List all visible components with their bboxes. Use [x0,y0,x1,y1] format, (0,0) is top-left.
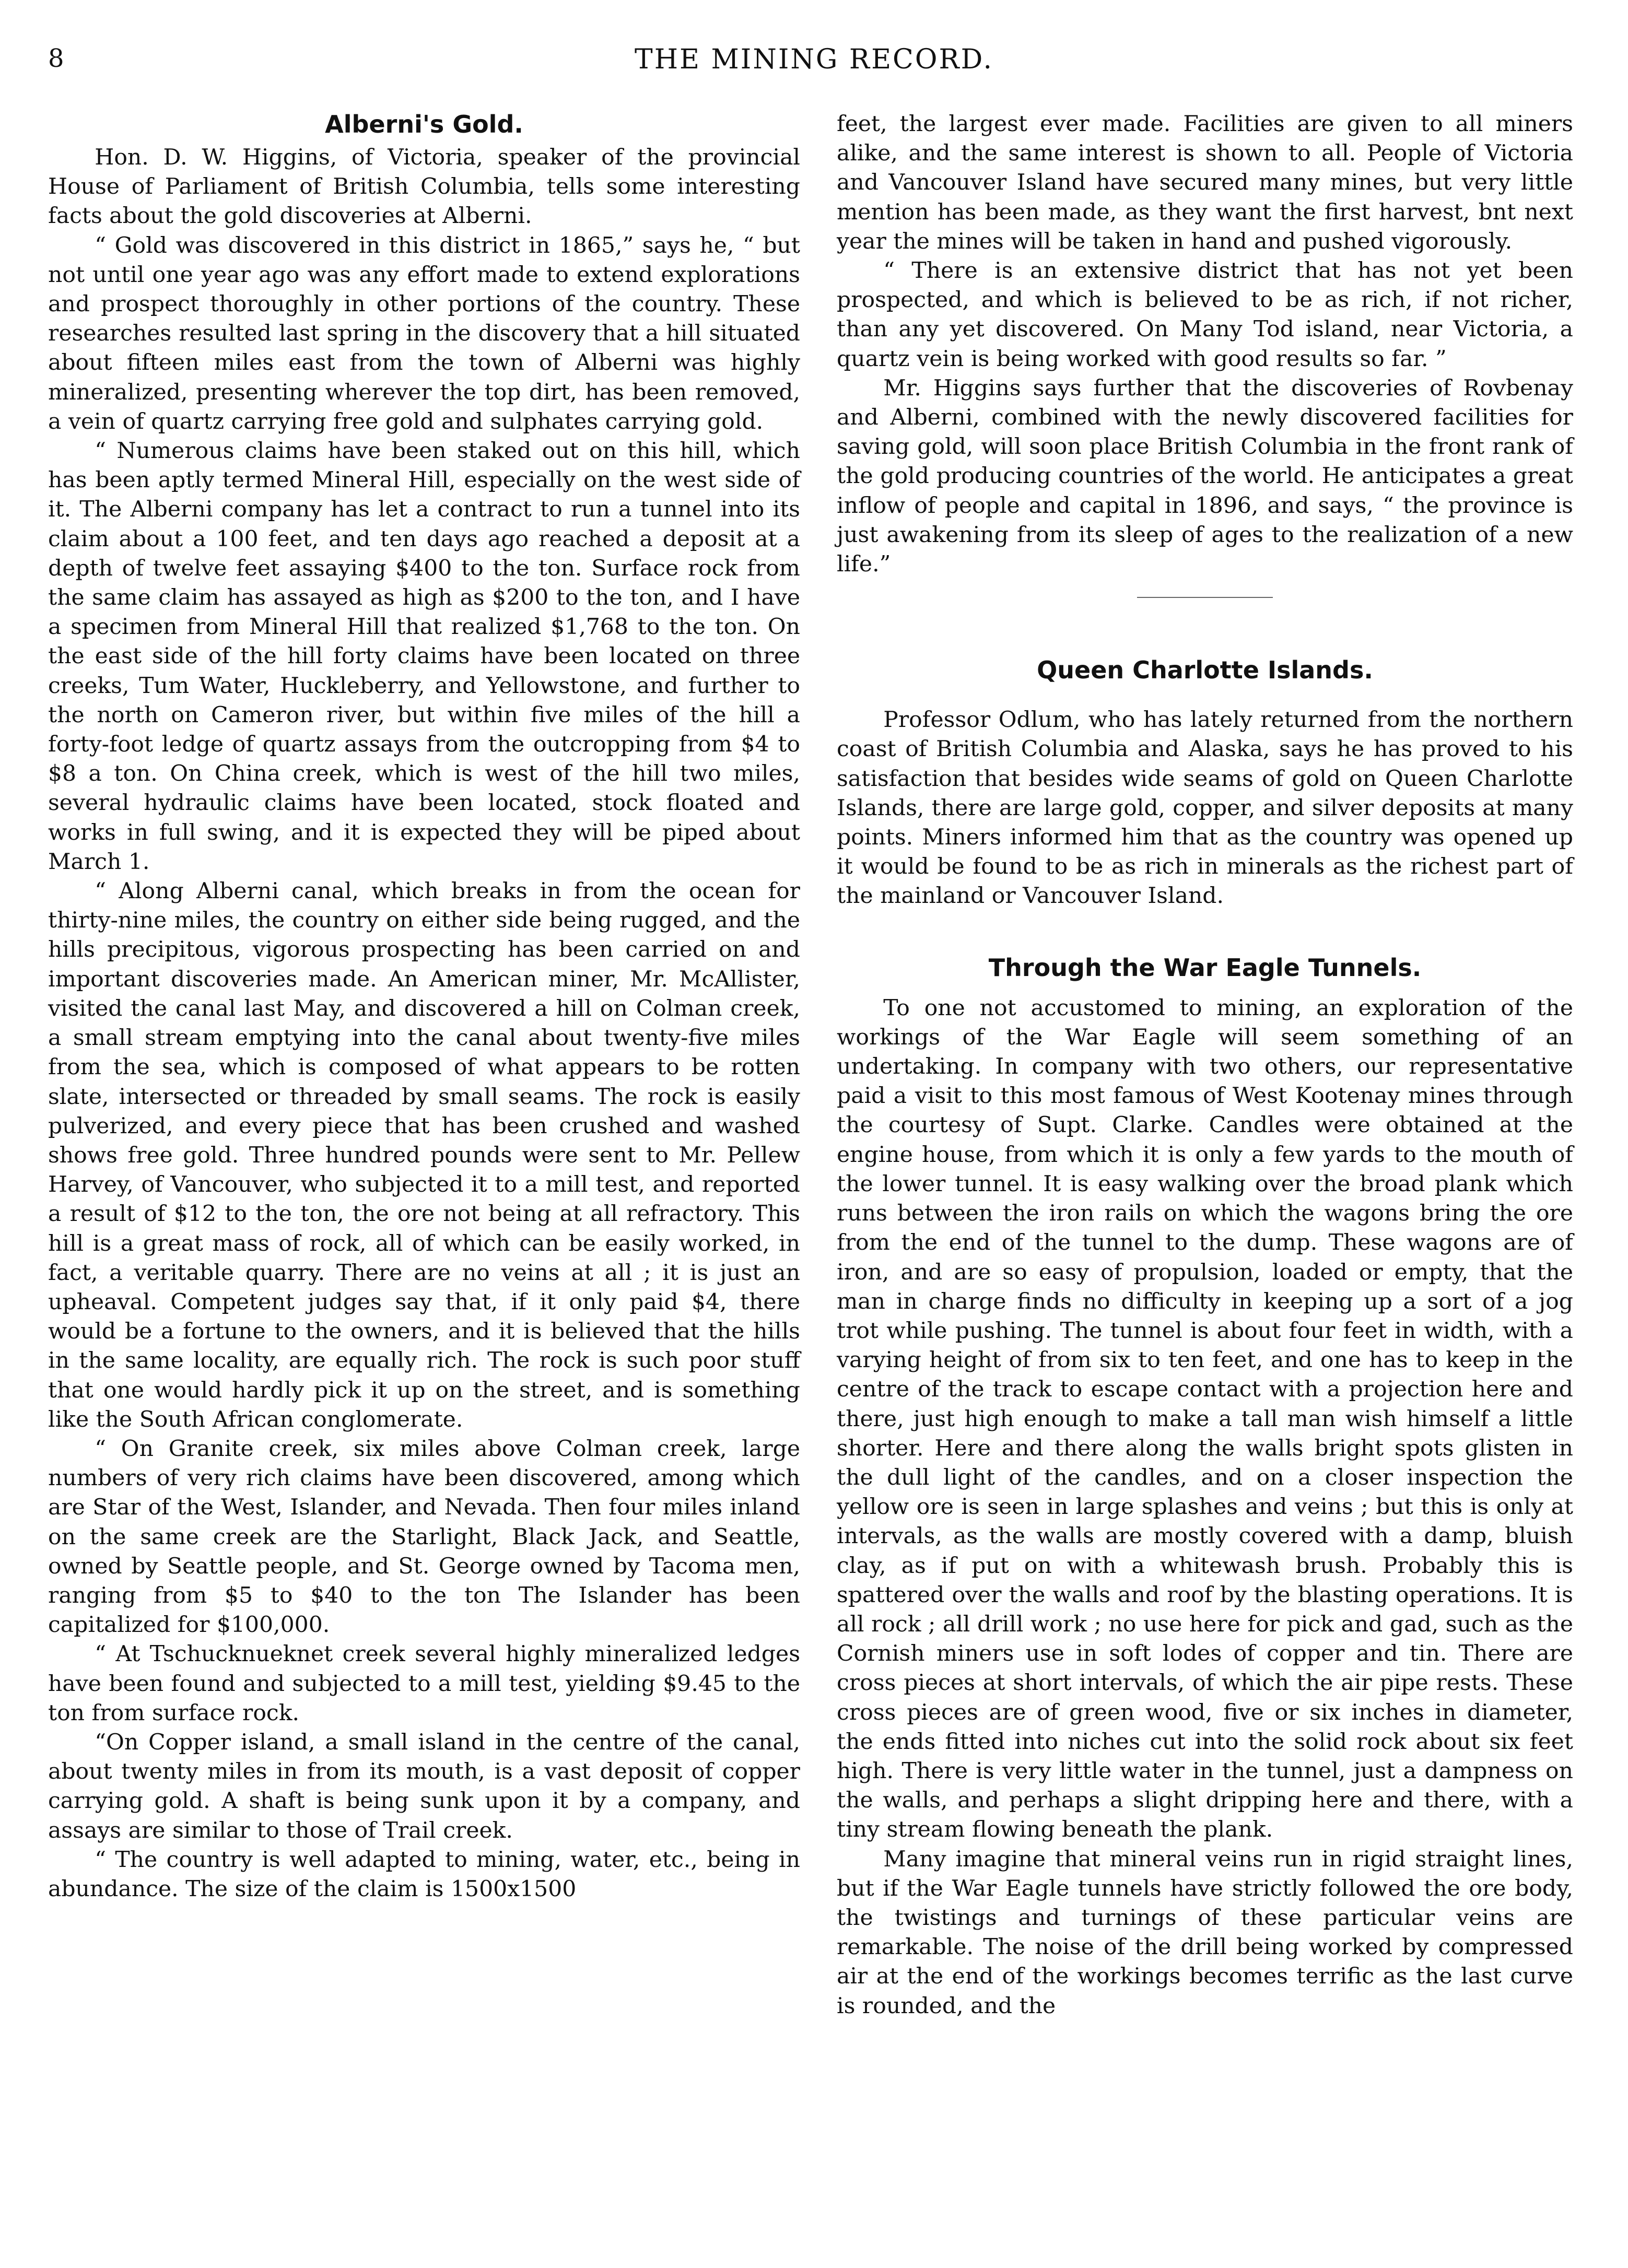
paragraph: “ There is an extensive district that has not yet been prospected, and which is believed to be as rich, if not richer, than any yet discovered. On Many Tod island, near Victoria, a quartz vein is being worked with good results so far. ” [837,258,1573,372]
paragraph: “On Copper island, a small island in the centre of the canal, about twenty miles in from its mouth, is a vast deposit of copper carrying gold. A shaft is being sunk upon it by a company, and assays are similar to those of Trail creek. [48,1729,800,1843]
paragraph: “ On Granite creek, six miles above Colman creek, large numbers of very rich claims have been discovered, among which are Star of the West, Islander, and Nevada. Then four miles inland on the same creek are the Starlight, Black Jack, and Seattle, owned by Seattle people, and St. George owned by Tacoma men, ranging from $5 to $40 to the ton The Islander has been capitalized for $100,000. [48,1436,800,1638]
paragraph: “ The country is well adapted to mining, water, etc., being in abundance. The size of the claim is 1500x1500 [48,1847,800,1902]
article-heading-queen-charlotte: Queen Charlotte Islands. [1037,656,1373,685]
paragraph: Mr. Higgins says further that the discoveries of Rovbenay and Alberni, combined with the newly discovered facilities for saving gold, will soon place British Columbia in the front rank of the gold producing countries of the world. He anticipates a great inflow of people and capital in 1896, and says, “ the province is just awakening from its sleep of ages to the realization of a new life.” [837,375,1573,578]
paragraph: “ Along Alberni canal, which breaks in from the ocean for thirty-nine miles, the country on either side being rugged, and the hills precipitous, vigorous prospecting has been carried on and important discoveries made. An American miner, Mr. McAllister, visited the canal last May, and discovered a hill on Colman creek, a small stream emptying into the canal about twenty-five miles from the sea, which is composed of what appears to be rotten slate, intersected or threaded by small seams. The rock is easily pulverized, and every piece that has been crushed and washed shows free gold. Three hundred pounds were sent to Mr. Pellew Harvey, of Vancouver, who subjected it to a mill test, and reported a result of $12 to the ton, the ore not being at all refractory. This hill is a great mass of rock, all of which can be easily worked, in fact, a veritable quarry. There are no veins at all ; it is just an upheaval. Competent judges say that, if it only paid $4, there would be a fortune to the owners, and it is believed that the hills in the same locality, are equally rich. The rock is such poor stuff that one would hardly pick it up on the street, and is something like the South African conglomerate. [48,878,800,1432]
paragraph: Professor Odlum, who has lately returned from the northern coast of British Columbia and Alaska, says he has proved to his satisfaction that besides wide seams of gold on Queen Charlotte Islands, there are large gold, copper, and silver deposits at many points. Miners informed him that as the country was opened up it would be found to be as rich in minerals as the richest part of the mainland or Vancouver Island. [837,707,1573,909]
right-column [837,110,1573,2021]
paragraph: “ Numerous claims have been staked out on this hill, which has been aptly termed Mineral Hill, especially on the west side of it. The Alberni company has let a contract to run a tunnel into its claim about a 100 feet, and ten days ago reached a deposit at a depth of twelve feet assaying $400 to the ton. Surface rock from the same claim has assayed as high as $200 to the ton, and I have a specimen from Mineral Hill that realized $1,768 to the ton. On the east side of the hill forty claims have been located on three creeks, Tum Water, Huckleberry, and Yellowstone, and further to the north on Cameron river, but within five miles of the hill a forty-foot ledge of quartz assays from the outcropping from $4 to $8 a ton. On China creek, which is west of the hill two miles, several hydraulic claims have been located, stock floated and works in full swing, and it is expected they will be piped about March 1. [48,438,800,875]
article-heading-war-eagle: Through the War Eagle Tunnels. [988,953,1422,982]
paragraph: “ At Tschucknueknet creek several highly mineralized ledges have been found and subjected to a mill test, yielding $9.45 to the ton from surface rock. [48,1641,800,1726]
page-number: 8 [48,44,64,73]
article-heading-alberni: Alberni's Gold. [325,110,523,138]
running-head: THE MINING RECORD. [635,44,993,75]
section-divider [1137,597,1273,598]
paragraph: To one not accustomed to mining, an exploration of the workings of the War Eagle will seem something of an undertaking. In company with two others, our representative paid a visit to this most famous of West Kootenay mines through the courtesy of Supt. Clarke. Candles were obtained at the engine house, from which it is only a few yards to the mouth of the lower tunnel. It is easy walking over the broad plank which runs between the iron rails on which the wagons bring the ore from the end of the tunnel to the dump. These wagons are of iron, and are so easy of propulsion, loaded or empty, that the man in charge finds no difficulty in keeping up a sort of a jog trot while pushing. The tunnel is about four feet in width, with a varying height of from six to ten feet, and one has to keep in the centre of the track to escape contact with a projection here and there, just high enough to make a tall man wish himself a little shorter. Here and there along the walls bright spots glisten in the dull light of the candles, and on a closer inspection the yellow ore is seen in large splashes and veins ; but this is only at intervals, as the walls are mostly covered with a damp, bluish clay, as if put on with a whitewash brush. Probably this is spattered over the walls and roof by the blasting operations. It is all rock ; all drill work ; no use here for pick and gad, such as the Cornish miners use in soft lodes of copper and tin. There are cross pieces at short intervals, of which the air pipe rests. These cross pieces are of green wood, five or six inches in diameter, the ends fitted into niches cut into the solid rock about six feet high. There is very little water in the tunnel, just a dampness on the walls, and perhaps a slight dripping here and there, with a tiny stream flowing beneath the plank. [837,995,1573,1843]
paragraph: Hon. D. W. Higgins, of Victoria, speaker of the provincial House of Parliament of British Columbia, tells some interesting facts about the gold discoveries at Alberni. [48,145,800,229]
left-column [48,110,800,1904]
paragraph: feet, the largest ever made. Facilities are given to all miners alike, and the same interest is shown to all. People of Victoria and Vancouver Island have secured many mines, but very little mention has been made, as they want the first harvest, bnt next year the mines will be taken in hand and pushed vigorously. [837,111,1573,254]
paragraph: “ Gold was discovered in this district in 1865,” says he, “ but not until one year ago was any effort made to extend explorations and prospect thoroughly in other portions of the country. These researches resulted last spring in the discovery that a hill situated about fifteen miles east from the town of Alberni was highly mineralized, presenting wherever the top dirt, has been removed, a vein of quartz carrying free gold and sulphates carrying gold. [48,232,800,434]
paragraph: Many imagine that mineral veins run in rigid straight lines, but if the War Eagle tunnels have strictly followed the ore body, the twistings and turnings of these particular veins are remarkable. The noise of the drill being worked by compressed air at the end of the workings becomes terrific as the last curve is rounded, and the [837,1846,1573,2019]
